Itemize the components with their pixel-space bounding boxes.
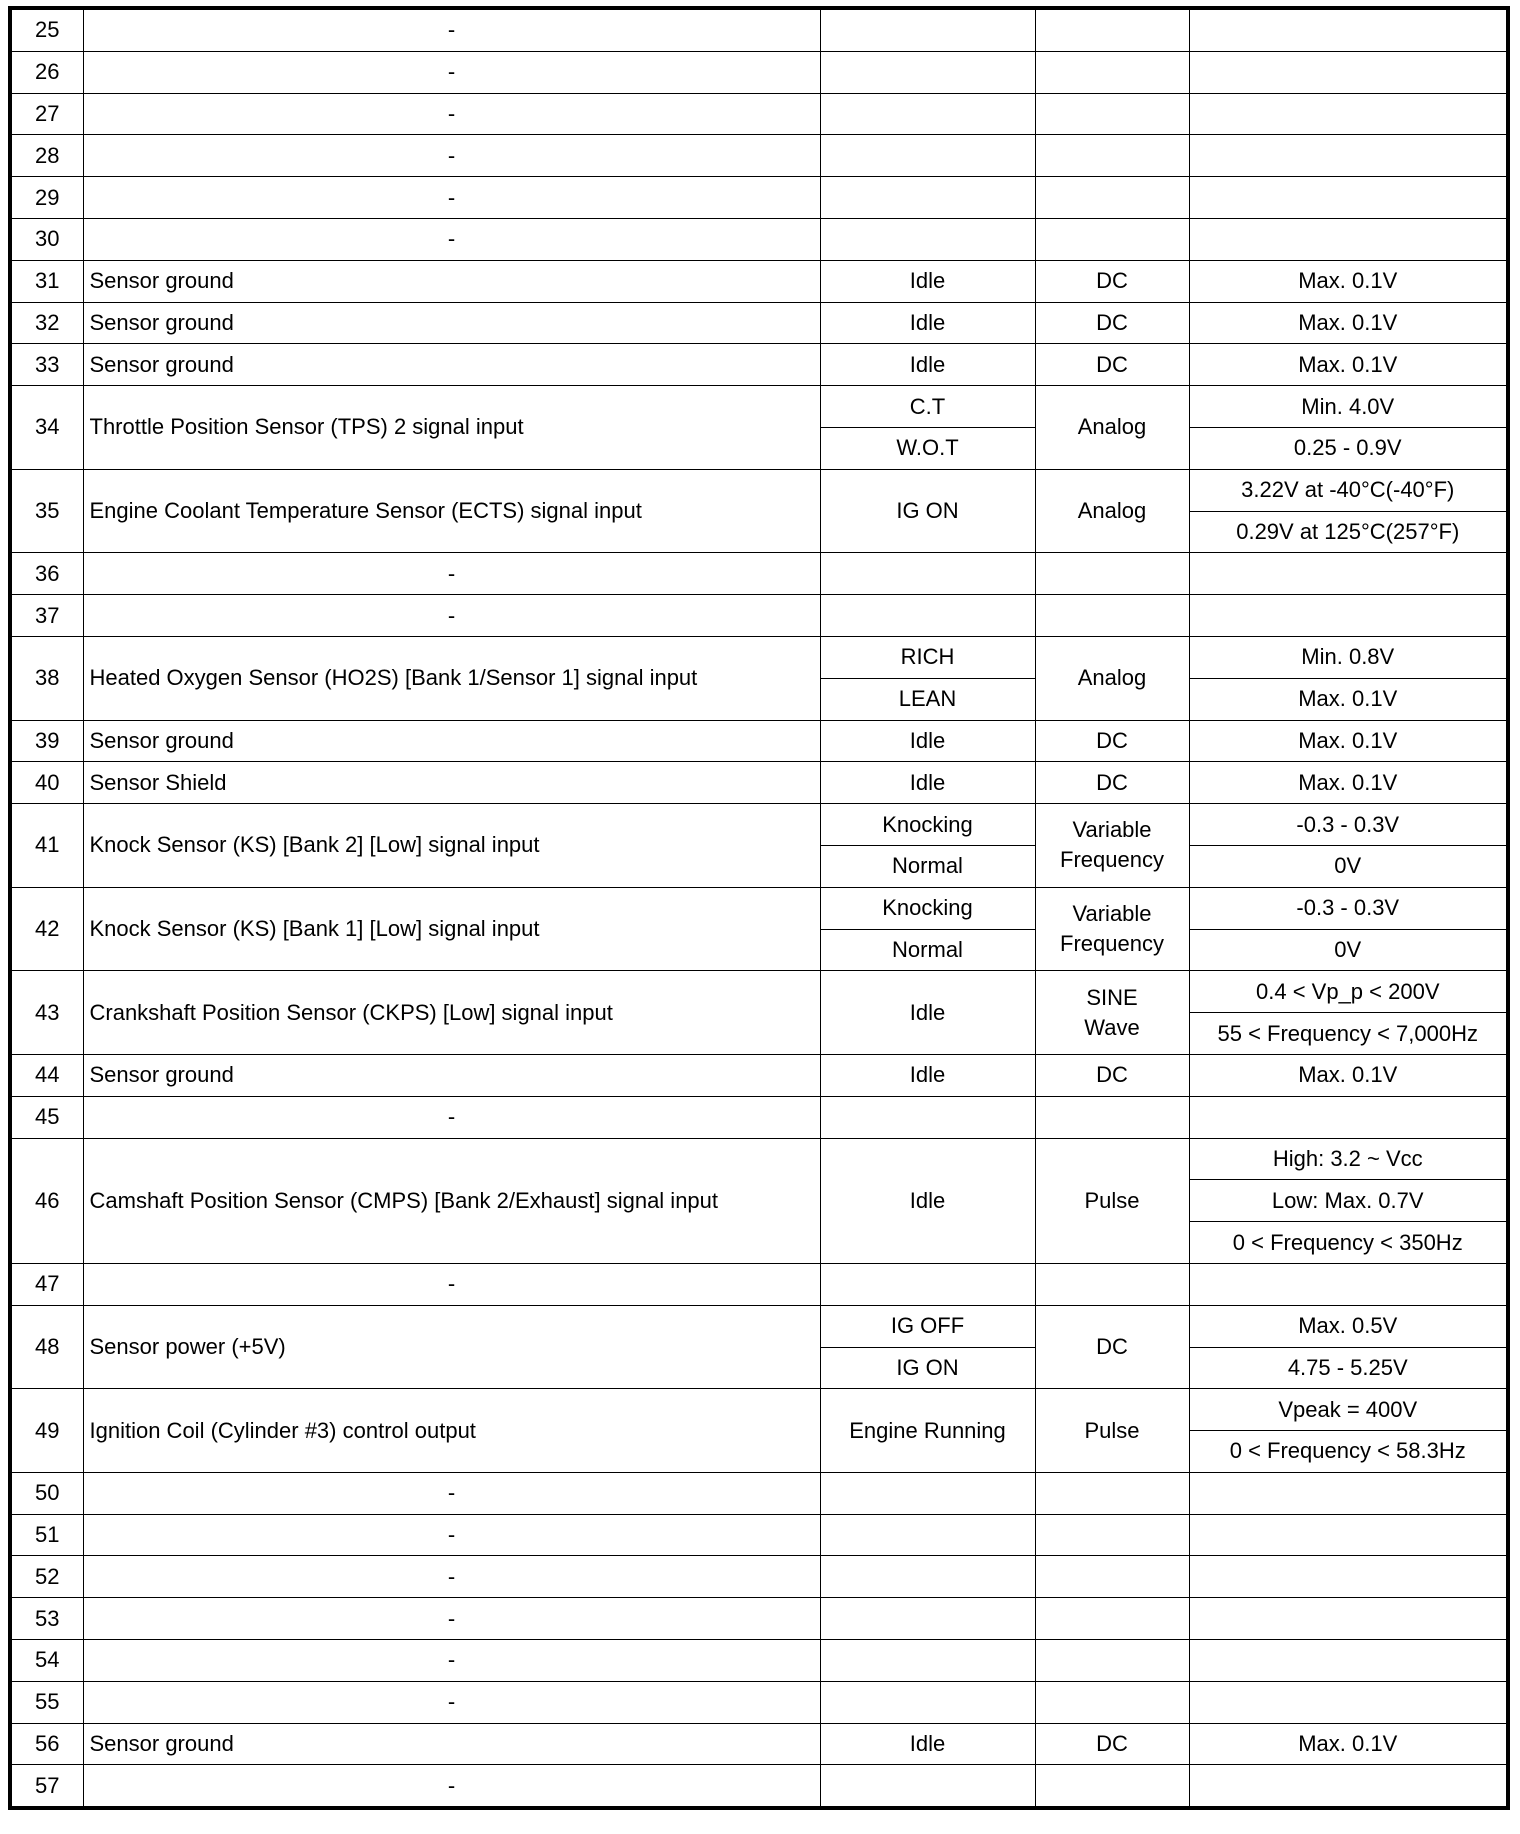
pin-description: Engine Coolant Temperature Sensor (ECTS) signal input [83,469,820,553]
signal-type [1035,218,1189,260]
table-row [10,553,1508,595]
level-cell: 55 < Frequency < 7,000Hz [1189,1013,1508,1055]
signal-type: DC [1035,260,1189,302]
pin-number: 35 [10,469,83,553]
pin-description: Camshaft Position Sensor (CMPS) [Bank 2/Exhaust] signal input [83,1138,820,1263]
table-row [10,1054,1508,1096]
table-row [10,8,1508,51]
signal-type: Analog [1035,636,1189,720]
level-cell: 0.25 - 0.9V [1189,427,1508,469]
pin-number: 44 [10,1054,83,1096]
level-cell: 0 < Frequency < 58.3Hz [1189,1431,1508,1473]
condition-cell: Idle [820,260,1035,302]
pin-description: - [83,8,820,51]
signal-type: Analog [1035,469,1189,553]
table-row [10,1472,1508,1514]
pin-description: Knock Sensor (KS) [Bank 1] [Low] signal input [83,887,820,971]
pin-number: 45 [10,1096,83,1138]
signal-type [1035,177,1189,219]
pin-description: Sensor ground [83,344,820,386]
pin-number: 46 [10,1138,83,1263]
pin-description: Sensor ground [83,1723,820,1765]
table-row [10,1096,1508,1138]
condition-cell: Idle [820,762,1035,804]
pin-description: - [83,1472,820,1514]
signal-type [1035,1556,1189,1598]
level-cell: Max. 0.5V [1189,1305,1508,1347]
signal-type: Variable Frequency [1035,804,1189,888]
pin-number: 53 [10,1598,83,1640]
table-row [10,1514,1508,1556]
level-cell: Max. 0.1V [1189,260,1508,302]
condition-cell [820,1765,1035,1808]
level-cell: 0V [1189,929,1508,971]
table-row [10,1681,1508,1723]
condition-cell [820,177,1035,219]
signal-type [1035,1765,1189,1808]
signal-type [1035,1263,1189,1305]
pin-description: - [83,51,820,93]
level-cell: Low: Max. 0.7V [1189,1180,1508,1222]
table-row [10,1305,1508,1347]
table-row [10,1765,1508,1808]
pin-description: - [83,1263,820,1305]
signal-type [1035,135,1189,177]
pin-number: 25 [10,8,83,51]
condition-cell: Idle [820,302,1035,344]
table-row [10,260,1508,302]
level-cell [1189,595,1508,637]
condition-cell [820,135,1035,177]
level-cell: Max. 0.1V [1189,302,1508,344]
table-row [10,1263,1508,1305]
condition-cell [820,8,1035,51]
condition-cell [820,595,1035,637]
condition-cell: W.O.T [820,427,1035,469]
table-row [10,1598,1508,1640]
pin-description: - [83,1514,820,1556]
condition-cell [820,51,1035,93]
signal-type [1035,1598,1189,1640]
level-cell: Min. 0.8V [1189,636,1508,678]
level-cell [1189,553,1508,595]
level-cell [1189,1765,1508,1808]
pin-number: 28 [10,135,83,177]
table-row [10,1556,1508,1598]
pin-description: - [83,1681,820,1723]
pin-description: - [83,177,820,219]
signal-type [1035,51,1189,93]
condition-cell [820,553,1035,595]
condition-cell: Engine Running [820,1389,1035,1473]
condition-cell [820,1640,1035,1682]
pin-number: 26 [10,51,83,93]
signal-type: DC [1035,1054,1189,1096]
pin-number: 50 [10,1472,83,1514]
condition-cell: Knocking [820,804,1035,846]
condition-cell: LEAN [820,678,1035,720]
table-row [10,1138,1508,1180]
pin-number: 34 [10,386,83,470]
condition-cell: IG ON [820,1347,1035,1389]
pin-number: 43 [10,971,83,1055]
table-row [10,302,1508,344]
signal-type [1035,93,1189,135]
level-cell [1189,8,1508,51]
level-cell [1189,1096,1508,1138]
condition-cell: Idle [820,720,1035,762]
condition-cell: Idle [820,1138,1035,1263]
pin-description: - [83,1765,820,1808]
signal-type: DC [1035,762,1189,804]
level-cell: 0.4 < Vp_p < 200V [1189,971,1508,1013]
pin-description: - [83,1556,820,1598]
pin-description: Sensor power (+5V) [83,1305,820,1389]
pin-description: - [83,1640,820,1682]
condition-cell [820,218,1035,260]
condition-cell: Idle [820,1723,1035,1765]
pin-number: 37 [10,595,83,637]
pin-description: Sensor Shield [83,762,820,804]
signal-type [1035,1681,1189,1723]
pin-number: 36 [10,553,83,595]
level-cell: High: 3.2 ~ Vcc [1189,1138,1508,1180]
pin-description: - [83,553,820,595]
level-cell: 0 < Frequency < 350Hz [1189,1222,1508,1264]
level-cell [1189,1263,1508,1305]
signal-type [1035,1096,1189,1138]
pin-description: Crankshaft Position Sensor (CKPS) [Low] signal input [83,971,820,1055]
pin-description: - [83,93,820,135]
pin-number: 55 [10,1681,83,1723]
signal-type: Variable Frequency [1035,887,1189,971]
table-row [10,93,1508,135]
pin-number: 39 [10,720,83,762]
signal-type [1035,8,1189,51]
table-row [10,804,1508,846]
table-row [10,971,1508,1013]
level-cell [1189,135,1508,177]
signal-type: DC [1035,302,1189,344]
pin-description: Sensor ground [83,1054,820,1096]
signal-type [1035,1640,1189,1682]
pin-number: 42 [10,887,83,971]
signal-type: Pulse [1035,1389,1189,1473]
condition-cell: IG OFF [820,1305,1035,1347]
signal-type: DC [1035,1723,1189,1765]
level-cell: Vpeak = 400V [1189,1389,1508,1431]
table-row [10,762,1508,804]
pin-description: Knock Sensor (KS) [Bank 2] [Low] signal input [83,804,820,888]
level-cell [1189,1472,1508,1514]
signal-type: SINE Wave [1035,971,1189,1055]
condition-cell [820,1472,1035,1514]
pin-number: 27 [10,93,83,135]
table-row [10,595,1508,637]
pin-number: 57 [10,1765,83,1808]
level-cell [1189,1514,1508,1556]
level-cell [1189,51,1508,93]
level-cell: Max. 0.1V [1189,678,1508,720]
pin-number: 48 [10,1305,83,1389]
level-cell: Max. 0.1V [1189,762,1508,804]
signal-type [1035,595,1189,637]
condition-cell: Idle [820,971,1035,1055]
signal-type: DC [1035,720,1189,762]
pin-description: Sensor ground [83,720,820,762]
pin-number: 56 [10,1723,83,1765]
level-cell: Max. 0.1V [1189,1723,1508,1765]
pin-description: Sensor ground [83,302,820,344]
level-cell [1189,1598,1508,1640]
pin-description: Heated Oxygen Sensor (HO2S) [Bank 1/Sensor 1] signal input [83,636,820,720]
pin-number: 41 [10,804,83,888]
table-row [10,177,1508,219]
level-cell: 3.22V at -40°C(-40°F) [1189,469,1508,511]
condition-cell: Normal [820,929,1035,971]
pin-number: 40 [10,762,83,804]
condition-cell: IG ON [820,469,1035,553]
level-cell: Max. 0.1V [1189,344,1508,386]
table-row [10,720,1508,762]
pin-description: Sensor ground [83,260,820,302]
pin-number: 47 [10,1263,83,1305]
table-row [10,636,1508,678]
level-cell: -0.3 - 0.3V [1189,887,1508,929]
pin-description: Throttle Position Sensor (TPS) 2 signal input [83,386,820,470]
level-cell: Max. 0.1V [1189,1054,1508,1096]
level-cell: 0.29V at 125°C(257°F) [1189,511,1508,553]
signal-type [1035,553,1189,595]
level-cell: Max. 0.1V [1189,720,1508,762]
condition-cell: Idle [820,344,1035,386]
condition-cell: Knocking [820,887,1035,929]
pin-number: 32 [10,302,83,344]
condition-cell [820,1096,1035,1138]
pin-number: 31 [10,260,83,302]
table-row [10,1640,1508,1682]
signal-type: DC [1035,344,1189,386]
pin-description: - [83,135,820,177]
table-row [10,218,1508,260]
pin-description: Ignition Coil (Cylinder #3) control output [83,1389,820,1473]
level-cell: 4.75 - 5.25V [1189,1347,1508,1389]
table-row [10,386,1508,428]
condition-cell [820,1556,1035,1598]
condition-cell [820,1514,1035,1556]
table-row [10,135,1508,177]
level-cell: Min. 4.0V [1189,386,1508,428]
pin-number: 54 [10,1640,83,1682]
signal-type [1035,1472,1189,1514]
signal-type: DC [1035,1305,1189,1389]
pin-description: - [83,1598,820,1640]
level-cell [1189,1556,1508,1598]
pin-number: 52 [10,1556,83,1598]
level-cell [1189,177,1508,219]
level-cell: 0V [1189,845,1508,887]
pin-number: 51 [10,1514,83,1556]
pin-table [8,6,1510,1810]
level-cell [1189,93,1508,135]
level-cell [1189,1681,1508,1723]
condition-cell [820,1681,1035,1723]
signal-type [1035,1514,1189,1556]
pin-description: - [83,218,820,260]
table-row [10,1389,1508,1431]
pin-description: - [83,595,820,637]
pin-number: 29 [10,177,83,219]
table-row [10,469,1508,511]
pin-number: 38 [10,636,83,720]
level-cell: -0.3 - 0.3V [1189,804,1508,846]
pin-number: 30 [10,218,83,260]
condition-cell: Idle [820,1054,1035,1096]
pin-number: 49 [10,1389,83,1473]
signal-type: Analog [1035,386,1189,470]
condition-cell [820,1263,1035,1305]
condition-cell: Normal [820,845,1035,887]
level-cell [1189,218,1508,260]
table-row [10,344,1508,386]
table-row [10,51,1508,93]
condition-cell: RICH [820,636,1035,678]
signal-type: Pulse [1035,1138,1189,1263]
table-row [10,887,1508,929]
condition-cell [820,93,1035,135]
pin-number: 33 [10,344,83,386]
condition-cell: C.T [820,386,1035,428]
level-cell [1189,1640,1508,1682]
pin-description: - [83,1096,820,1138]
condition-cell [820,1598,1035,1640]
table-row [10,1723,1508,1765]
